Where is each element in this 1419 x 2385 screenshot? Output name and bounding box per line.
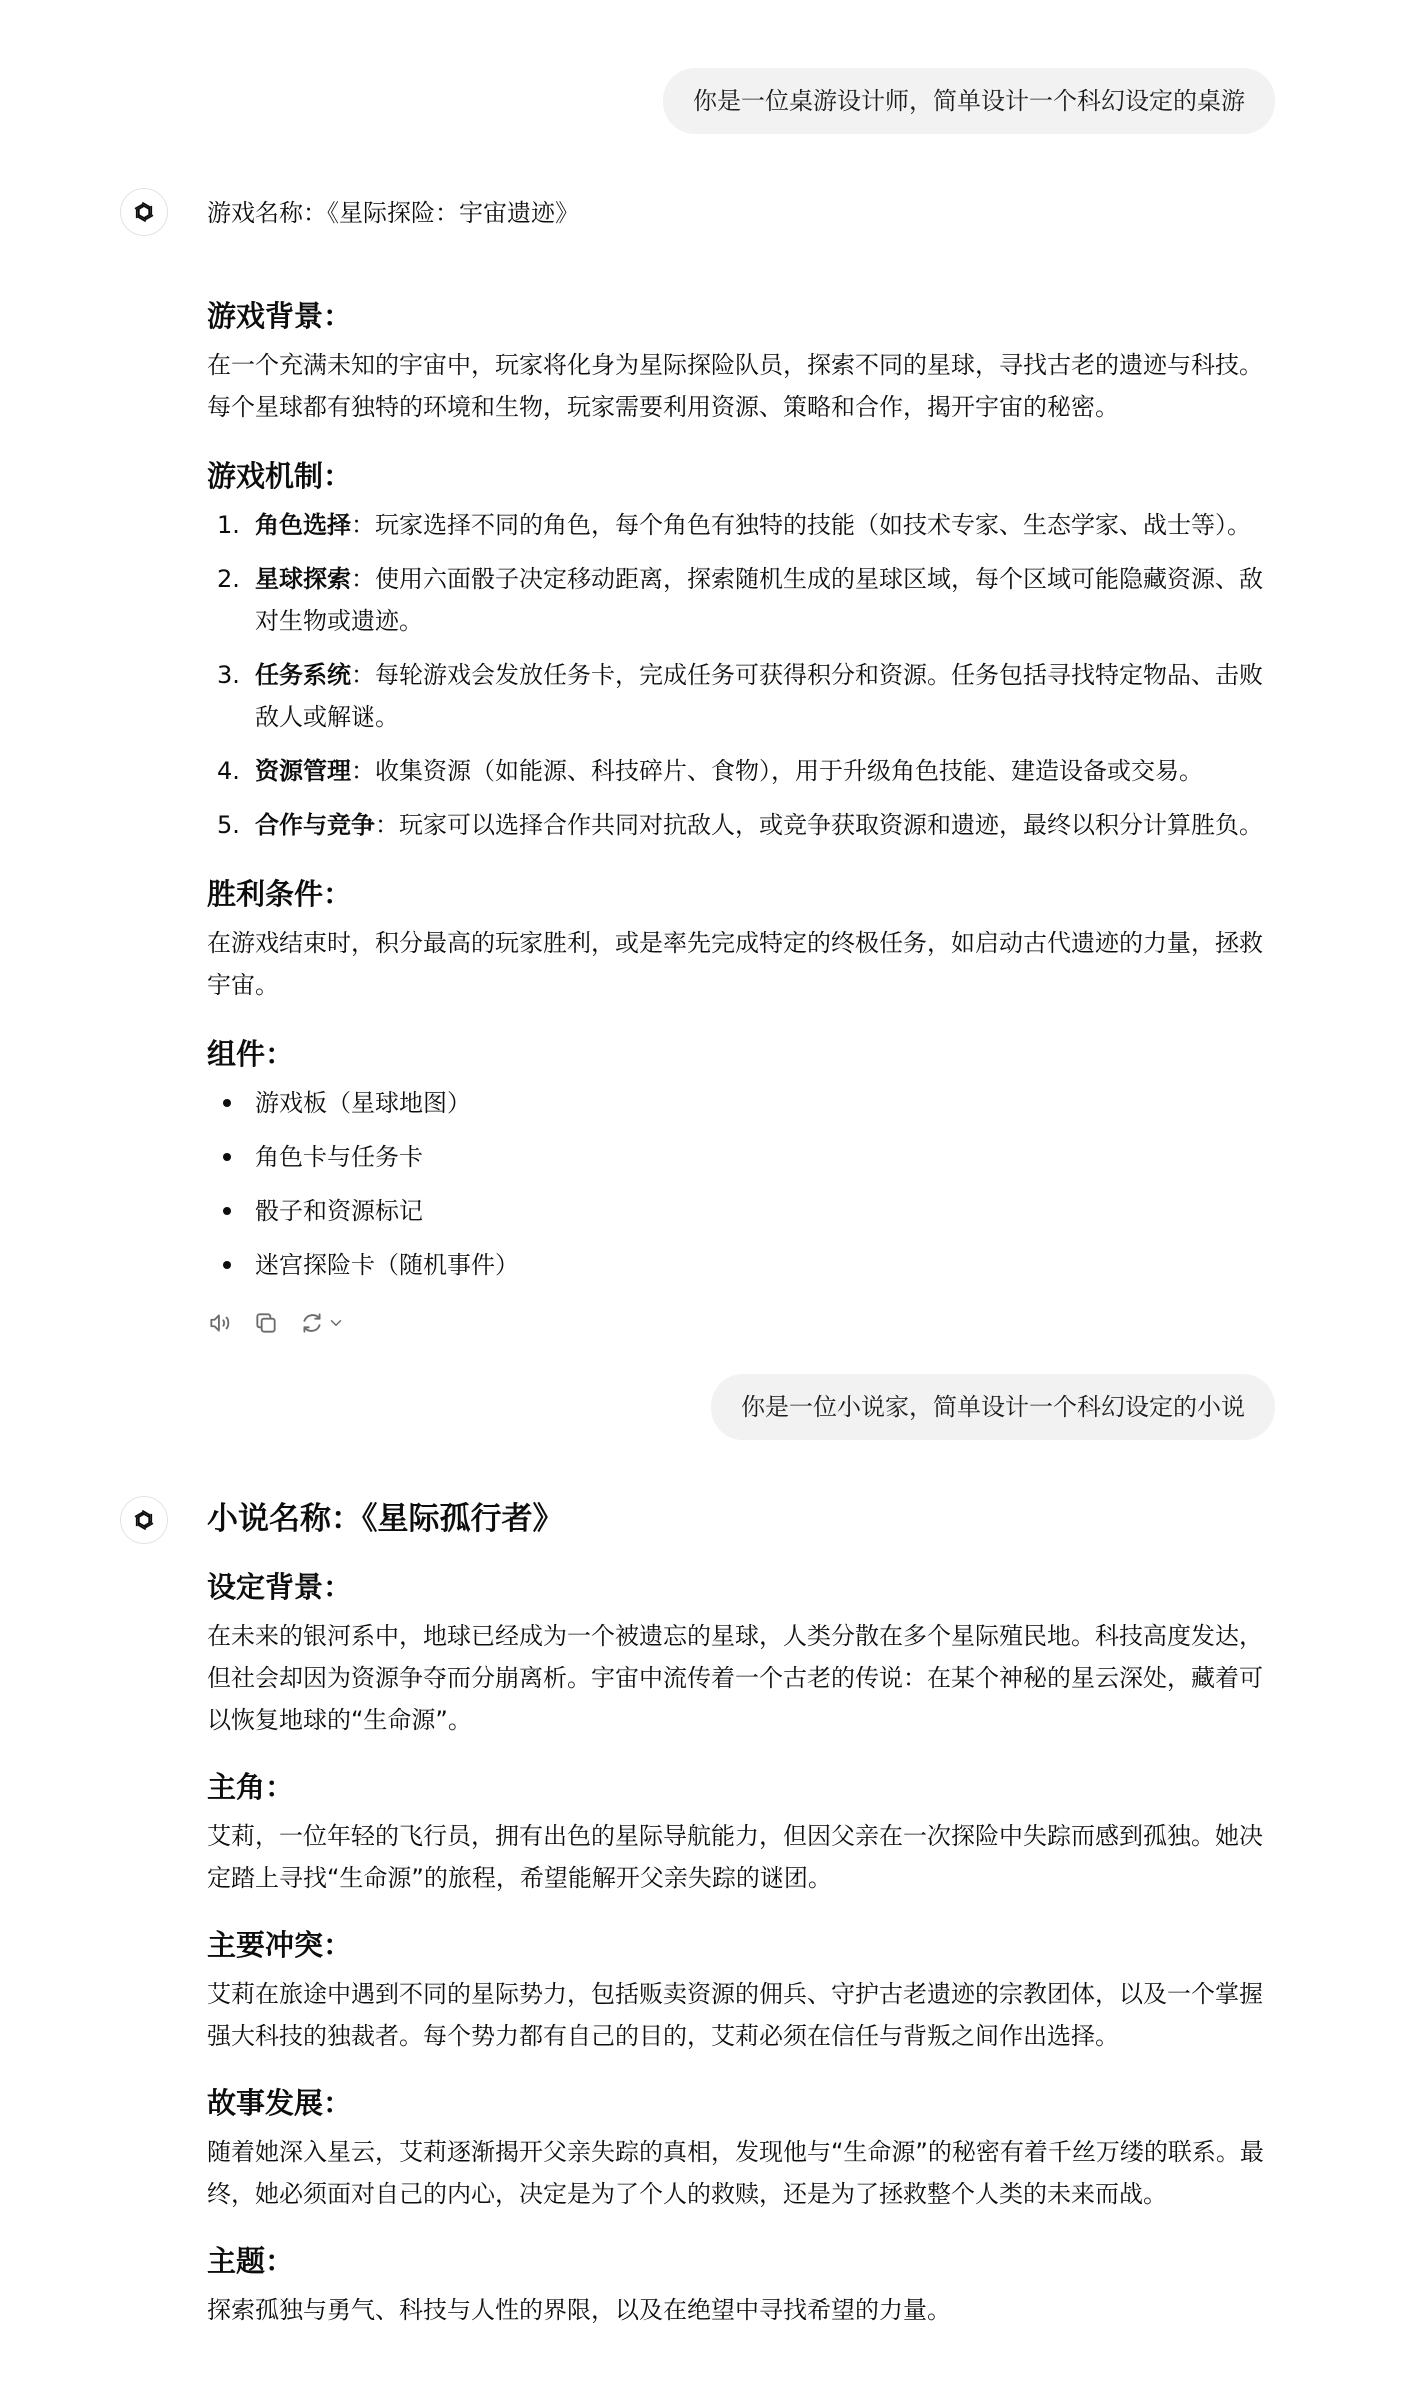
openai-logo-icon	[130, 198, 158, 226]
list-item: 角色卡与任务卡	[207, 1136, 1277, 1178]
plot-text: 随着她深入星云，艾莉逐渐揭开父亲失踪的真相，发现他与“生命源”的秘密有着千丝万缕的联系。最终，她必须面对自己的内心，决定是为了个人的救赎，还是为了拯救整个人类的未来而战。	[207, 2138, 1264, 2208]
user-message-2-text: 你是一位小说家，简单设计一个科幻设定的小说	[741, 1393, 1245, 1421]
list-item: 4. 资源管理：收集资源（如能源、科技碎片、食物），用于升级角色技能、建造设备或交易。	[217, 757, 1203, 785]
mechanics-list	[207, 504, 1277, 846]
openai-logo-icon	[130, 1506, 158, 1534]
regenerate-button[interactable]	[299, 1310, 345, 1336]
copy-icon	[253, 1310, 279, 1336]
chevron-down-icon	[327, 1314, 345, 1332]
list-item: 游戏板（星球地图）	[207, 1082, 1277, 1124]
novel-title: 小说名称：《星际孤行者》	[207, 1501, 564, 1537]
section-title-components: 组件：	[207, 1037, 295, 1071]
list-item: 1. 角色选择：玩家选择不同的角色，每个角色有独特的技能（如技术专家、生态学家、战士等）。	[217, 511, 1251, 539]
section-title-theme: 主题：	[207, 2244, 295, 2278]
section-title-plot: 故事发展：	[207, 2086, 353, 2120]
message-actions	[207, 1310, 345, 1336]
list-item: 迷宫探险卡（随机事件）	[207, 1244, 1277, 1286]
components-list	[207, 1082, 1277, 1286]
user-message-1-text: 你是一位桌游设计师，简单设计一个科幻设定的桌游	[693, 87, 1245, 115]
assistant-reply-1	[207, 195, 1277, 1286]
assistant-reply-2	[207, 1497, 1277, 2331]
section-title-mechanics: 游戏机制：	[207, 459, 353, 493]
section-title-setting: 设定背景：	[207, 1570, 353, 1604]
user-message-1	[663, 68, 1275, 134]
section-title-protagonist: 主角：	[207, 1770, 295, 1804]
list-item: 2. 星球探索：使用六面骰子决定移动距离，探索随机生成的星球区域，每个区域可能隐藏资源、敌对生物或遗迹。	[217, 565, 1263, 635]
victory-text: 在游戏结束时，积分最高的玩家胜利，或是率先完成特定的终极任务，如启动古代遗迹的力量，拯救宇宙。	[207, 929, 1263, 999]
list-item: 5. 合作与竞争：玩家可以选择合作共同对抗敌人，或竞争获取资源和遗迹，最终以积分计算胜负。	[217, 811, 1263, 839]
read-aloud-button[interactable]	[207, 1310, 233, 1336]
setting-text: 在未来的银河系中，地球已经成为一个被遗忘的星球，人类分散在多个星际殖民地。科技高度发达，但社会却因为资源争夺而分崩离析。宇宙中流传着一个古老的传说：在某个神秘的星云深处，藏着可以恢复地球的“生命源”。	[207, 1622, 1263, 1734]
conflict-text: 艾莉在旅途中遇到不同的星际势力，包括贩卖资源的佣兵、守护古老遗迹的宗教团体，以及一个掌握强大科技的独裁者。每个势力都有自己的目的，艾莉必须在信任与背叛之间作出选择。	[207, 1980, 1263, 2050]
assistant-avatar	[120, 1496, 168, 1544]
background-text: 在一个充满未知的宇宙中，玩家将化身为星际探险队员，探索不同的星球，寻找古老的遗迹与科技。每个星球都有独特的环境和生物，玩家需要利用资源、策略和合作，揭开宇宙的秘密。	[207, 351, 1263, 421]
protagonist-text: 艾莉，一位年轻的飞行员，拥有出色的星际导航能力，但因父亲在一次探险中失踪而感到孤独。她决定踏上寻找“生命源”的旅程，希望能解开父亲失踪的谜团。	[207, 1822, 1263, 1892]
section-title-background: 游戏背景：	[207, 299, 353, 333]
list-item: 骰子和资源标记	[207, 1190, 1277, 1232]
section-title-conflict: 主要冲突：	[207, 1928, 353, 1962]
user-message-2	[711, 1374, 1275, 1440]
assistant-avatar	[120, 188, 168, 236]
list-item: 3. 任务系统：每轮游戏会发放任务卡，完成任务可获得积分和资源。任务包括寻找特定物品、击败敌人或解谜。	[217, 661, 1263, 731]
theme-text: 探索孤独与勇气、科技与人性的界限，以及在绝望中寻找希望的力量。	[207, 2296, 951, 2324]
refresh-icon	[299, 1310, 325, 1336]
game-name: 游戏名称：《星际探险：宇宙遗迹》	[207, 199, 579, 227]
speaker-icon	[207, 1310, 233, 1336]
section-title-victory: 胜利条件：	[207, 877, 353, 911]
copy-button[interactable]	[253, 1310, 279, 1336]
